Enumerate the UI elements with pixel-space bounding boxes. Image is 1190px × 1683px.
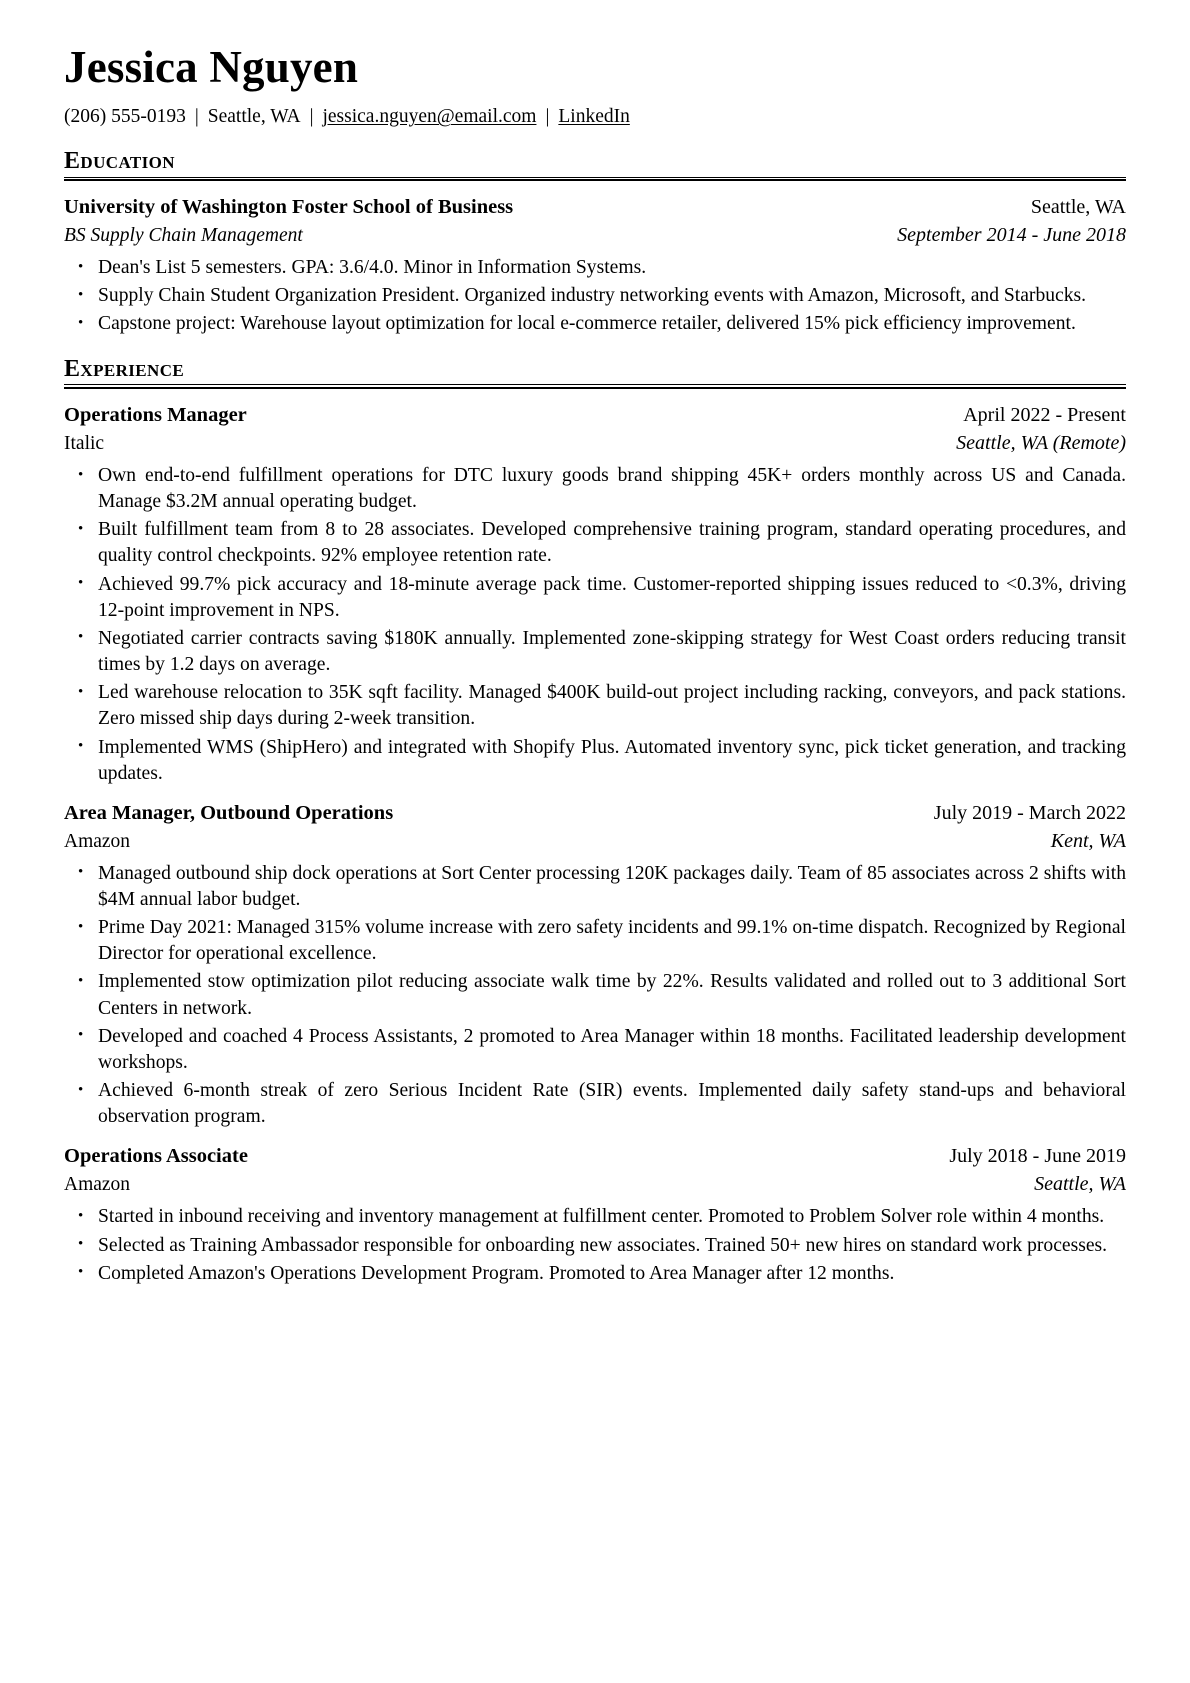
entry-bullet-list [64,255,1126,337]
section-divider [64,179,1126,181]
entry-date-range: July 2018 - June 2019 [949,1145,1126,1168]
entry-location: Seattle, WA [1034,1173,1126,1196]
entry-bullet-list [64,861,1126,1131]
entry-bullet-list [64,1204,1126,1286]
contact-location: Seattle, WA [207,106,301,128]
bullet-item: • Achieved 99.7% pick accuracy and 18-minute average pack time. Customer-reported shipping issues reduced to <0.3%, driving 12-point improvement in NPS. [64,572,1126,624]
entry-title: Operations Manager [64,404,247,427]
entry-subheader-row [64,1171,1126,1197]
entry-title: University of Washington Foster School of Business [64,196,514,219]
entry-subtitle: Amazon [64,830,131,852]
bullet-item: • Developed and coached 4 Process Assistants, 2 promoted to Area Manager within 18 months. Facilitated leadership development workshops. [64,1024,1126,1076]
entry-header-row [64,402,1126,429]
entry-header-row [64,194,1126,221]
resume-sections [64,148,1126,1287]
bullet-item: • Supply Chain Student Organization President. Organized industry networking events with Amazon, Microsoft, and Starbucks. [64,283,1126,309]
bullet-item: • Started in inbound receiving and inventory management at fulfillment center. Promoted to Problem Solver role within 4 months. [64,1204,1126,1230]
bullet-item: • Selected as Training Ambassador responsible for onboarding new associates. Trained 50+ new hires on standard work processes. [64,1233,1126,1259]
contact-line [64,105,1126,129]
resume-entry [64,402,1126,787]
section-divider [64,387,1126,389]
bullet-item: • Completed Amazon's Operations Development Program. Promoted to Area Manager after 12 months. [64,1261,1126,1287]
resume-entry [64,800,1126,1131]
candidate-name: Jessica Nguyen [64,42,359,92]
bullet-item: • Implemented WMS (ShipHero) and integrated with Shopify Plus. Automated inventory sync, pick ticket generation, and tracking updates. [64,735,1126,787]
entry-date-range: July 2019 - March 2022 [933,801,1126,824]
resume-header [64,44,1126,130]
bullet-item: • Implemented stow optimization pilot reducing associate walk time by 22%. Results validated and rolled out to 3 additional Sort Centers in network. [64,969,1126,1021]
entry-location: Kent, WA [1050,829,1126,852]
entry-date-range: Seattle, WA [1030,196,1126,219]
resume-entry [64,194,1126,337]
entry-subheader-row [64,222,1126,248]
bullet-item: • Prime Day 2021: Managed 315% volume increase with zero safety incidents and 99.1% on-time dispatch. Recognized by Regional Director for operational excellence. [64,915,1126,967]
phone-number: (206) 555-0193 [64,106,186,128]
section-education [64,148,1126,338]
entry-bullet-list [64,463,1126,787]
bullet-item: • Negotiated carrier contracts saving $180K annually. Implemented zone-skipping strategy for West Coast orders reducing transit times by 1.2 days on average. [64,626,1126,678]
linkedin-link[interactable]: LinkedIn [558,106,630,128]
section-heading-experience: Experience [64,356,1126,386]
section-experience [64,356,1126,1287]
entry-subheader-row [64,828,1126,854]
bullet-item: • Own end-to-end fulfillment operations for DTC luxury goods brand shipping 45K+ orders monthly across US and Canada. Manage $3.2M annual operating budget. [64,463,1126,515]
entry-title: Area Manager, Outbound Operations [64,801,394,824]
bullet-item: • Built fulfillment team from 8 to 28 associates. Developed comprehensive training program, standard operating procedures, and quality control checkpoints. 92% employee retention rate. [64,517,1126,569]
entry-date-range: April 2022 - Present [963,404,1126,427]
entry-header-row [64,1143,1126,1170]
contact-separator: | [309,106,314,128]
email-link[interactable]: jessica.nguyen@email.com [322,106,537,128]
bullet-item: • Managed outbound ship dock operations at Sort Center processing 120K packages daily. Team of 85 associates across 2 shifts with $4M annual labor budget. [64,861,1126,913]
bullet-item: • Capstone project: Warehouse layout optimization for local e-commerce retailer, delivered 15% pick efficiency improvement. [64,311,1126,337]
entry-subheader-row [64,430,1126,456]
contact-separator: | [194,106,199,128]
entry-title: Operations Associate [64,1145,248,1168]
contact-separator: | [545,106,550,128]
entry-subtitle: Amazon [64,1174,131,1196]
entry-subtitle: Italic [64,432,105,454]
resume-entry [64,1143,1126,1286]
bullet-item: • Achieved 6-month streak of zero Serious Incident Rate (SIR) events. Implemented daily safety stand-ups and behavioral observation program. [64,1078,1126,1130]
entry-header-row [64,800,1126,827]
entry-subtitle: BS Supply Chain Management [64,224,303,246]
section-heading-education: Education [64,148,1126,178]
entry-location: Seattle, WA (Remote) [956,431,1126,454]
bullet-item: • Dean's List 5 semesters. GPA: 3.6/4.0. Minor in Information Systems. [64,255,1126,281]
entry-location: September 2014 - June 2018 [897,223,1126,246]
bullet-item: • Led warehouse relocation to 35K sqft facility. Managed $400K build-out project including racking, conveyors, and pack stations. Zero missed ship days during 2-week transition. [64,680,1126,732]
